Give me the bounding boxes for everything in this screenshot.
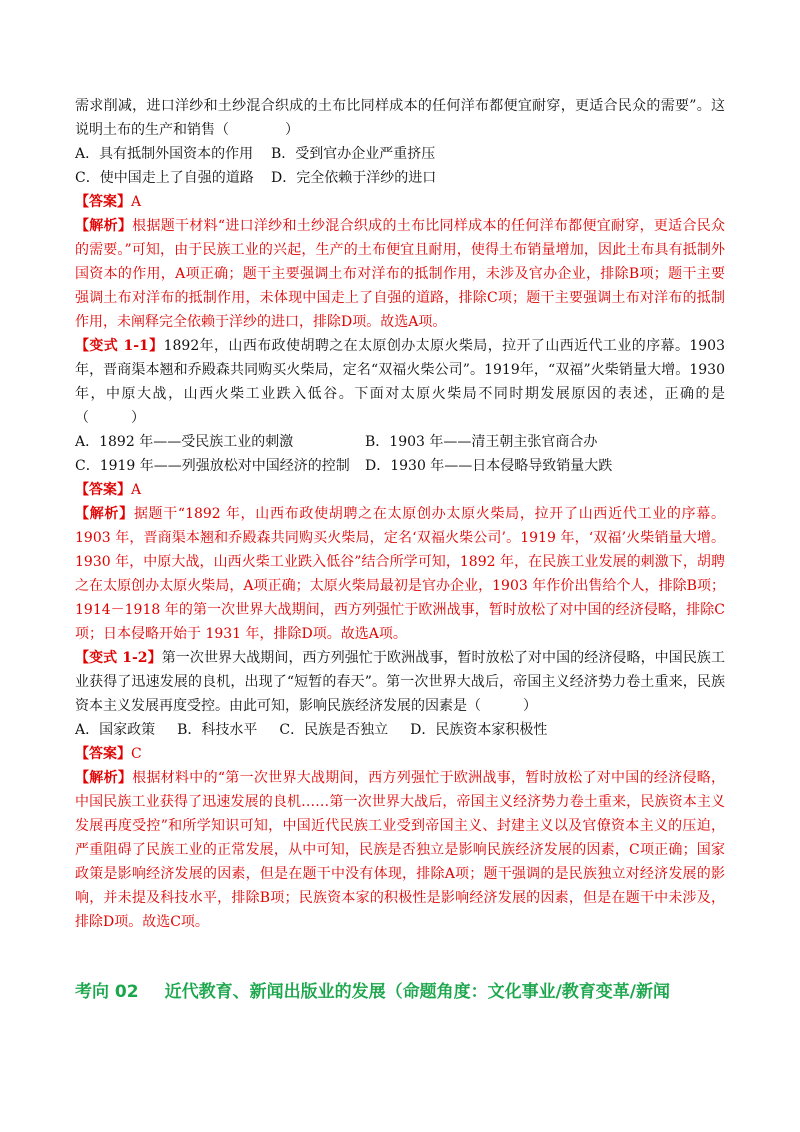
question-stem: 需求削减，进口洋纱和土纱混合织成的土布比同样成本的任何洋布都便宜耐穿，更适合民众的需要”。这说明土布的生产和销售（ ）	[75, 98, 725, 138]
options-row-1	[75, 430, 725, 454]
options-row	[75, 718, 725, 742]
option-b: B．1903 年——清王朝主张官商合办	[365, 434, 598, 450]
option-d: D．民族资本家积极性	[410, 722, 548, 738]
section-number: 考向 02	[75, 982, 139, 1002]
analysis-text: 根据题干材料“进口洋纱和土纱混合织成的土布比同样成本的任何洋布都便宜耐穿，更适合民众的需要。”可知，由于民族工业的兴起，生产的土布便宜且耐用，使得土布销量增加，因此土布具有抵制外国资本的作用，A项正确；题干主要强调土布对洋布的抵制作用，未涉及官办企业，排除B项；题干主要强调土布对洋布的抵制作用，未体现中国走上了自强的道路，排除C项；题干主要强调土布对洋布的抵制作用，未阐释完全依赖于洋纱的进口，排除D项。故选A项。	[75, 218, 726, 330]
answer-value: C	[131, 746, 142, 762]
analysis-tag: 【解析】	[75, 218, 133, 234]
options-row-2	[75, 454, 725, 478]
section-title: 近代教育、新闻出版业的发展（命题角度：文化事业/教育变革/新闻	[164, 982, 670, 1002]
answer-tag: 【答案】	[75, 482, 131, 498]
variant-tag: 【变式 1-2】	[75, 650, 162, 666]
section-heading	[75, 978, 735, 1006]
option-a: A．具有抵制外国资本的作用	[75, 146, 254, 162]
options-row-1	[75, 142, 725, 166]
variant-tag: 【变式 1-1】	[75, 338, 164, 354]
analysis-tag: 【解析】	[75, 506, 134, 522]
analysis-tag: 【解析】	[75, 770, 133, 786]
option-d: D．1930 年——日本侵略导致销量大跌	[365, 458, 613, 474]
answer-value: A	[131, 194, 142, 210]
option-c: C．使中国走上了自强的道路	[75, 170, 254, 186]
option-a: A．1892 年——受民族工业的刺激	[75, 434, 294, 450]
page-content	[75, 94, 725, 934]
analysis-paragraph	[75, 766, 725, 934]
answer-line	[75, 742, 725, 766]
question-variant-1-2	[75, 646, 725, 934]
analysis-text: 据题干“1892 年，山西布政使胡聘之在太原创办太原火柴局，拉开了山西近代工业的序幕。1903 年，晋商渠本翘和乔殿森共同购买火柴局，定名‘双福火柴公司’。1919 年，‘双福’火柴销量大增。1930 年，中原大战，山西火柴工业跌入低谷”结合所学可知，1892 年，在民族工业发展的刺激下，胡聘之在太原创办太原火柴局，A项正确；太原火柴局最初是官办企业，1903 年作价出售给个人，排除B项；1914－1918 年的第一次世界大战期间，西方列强忙于欧洲战事，暂时放松了对中国的经济侵略，排除C项；日本侵略开始于 1931 年，排除D项。故选A项。	[75, 506, 726, 642]
option-c: C．1919 年——列强放松对中国经济的控制	[75, 458, 350, 474]
stem-text: 1892年，山西布政使胡聘之在太原创办太原火柴局，拉开了山西近代工业的序幕。1903年，晋商渠本翘和乔殿森共同购买火柴局，定名“双福火柴公司”。1919年，“双福”火柴销量大增。1930年，中原大战，山西火柴工业跌入低谷。下面对太原火柴局不同时期发展原因的表述，正确的是（ ）	[75, 338, 725, 426]
analysis-text: 根据材料中的“第一次世界大战期间，西方列强忙于欧洲战事，暂时放松了对中国的经济侵略，中国民族工业获得了迅速发展的良机……第一次世界大战后，帝国主义经济势力卷土重来，民族资本主义发展再度受控”和所学知识可知，中国近代民族工业受到帝国主义、封建主义以及官僚资本主义的压迫，严重阻碍了民族工业的正常发展，从中可知，民族是否独立是影响民族经济发展的因素，C项正确；国家政策是影响经济发展的因素，但是在题干中没有体现，排除A项；题干强调的是民族独立对经济发展的影响，并未提及科技水平，排除B项；民族资本家的积极性是影响经济发展的因素，但是在题干中未涉及，排除D项。故选C项。	[75, 770, 726, 930]
question-stem	[75, 646, 725, 718]
answer-tag: 【答案】	[75, 194, 131, 210]
question-stem	[75, 334, 725, 430]
answer-value: A	[131, 482, 142, 498]
analysis-paragraph	[75, 502, 725, 646]
question-variant-1-1	[75, 334, 725, 646]
option-c: C．民族是否独立	[279, 722, 389, 738]
option-d: D．完全依赖于洋纱的进口	[271, 170, 437, 186]
options-row-2	[75, 166, 725, 190]
question-0	[75, 94, 725, 334]
answer-line	[75, 190, 725, 214]
answer-line	[75, 478, 725, 502]
analysis-paragraph	[75, 214, 725, 334]
option-b: B．科技水平	[177, 722, 258, 738]
stem-text: 第一次世界大战期间，西方列强忙于欧洲战事，暂时放松了对中国的经济侵略，中国民族工业获得了迅速发展的良机，出现了“短暂的春天”。第一次世界大战后，帝国主义经济势力卷土重来，民族资本主义发展再度受控。由此可知，影响民族经济发展的因素是（ ）	[75, 650, 726, 714]
option-b: B．受到官办企业严重挤压	[271, 146, 436, 162]
answer-tag: 【答案】	[75, 746, 131, 762]
option-a: A．国家政策	[75, 722, 156, 738]
